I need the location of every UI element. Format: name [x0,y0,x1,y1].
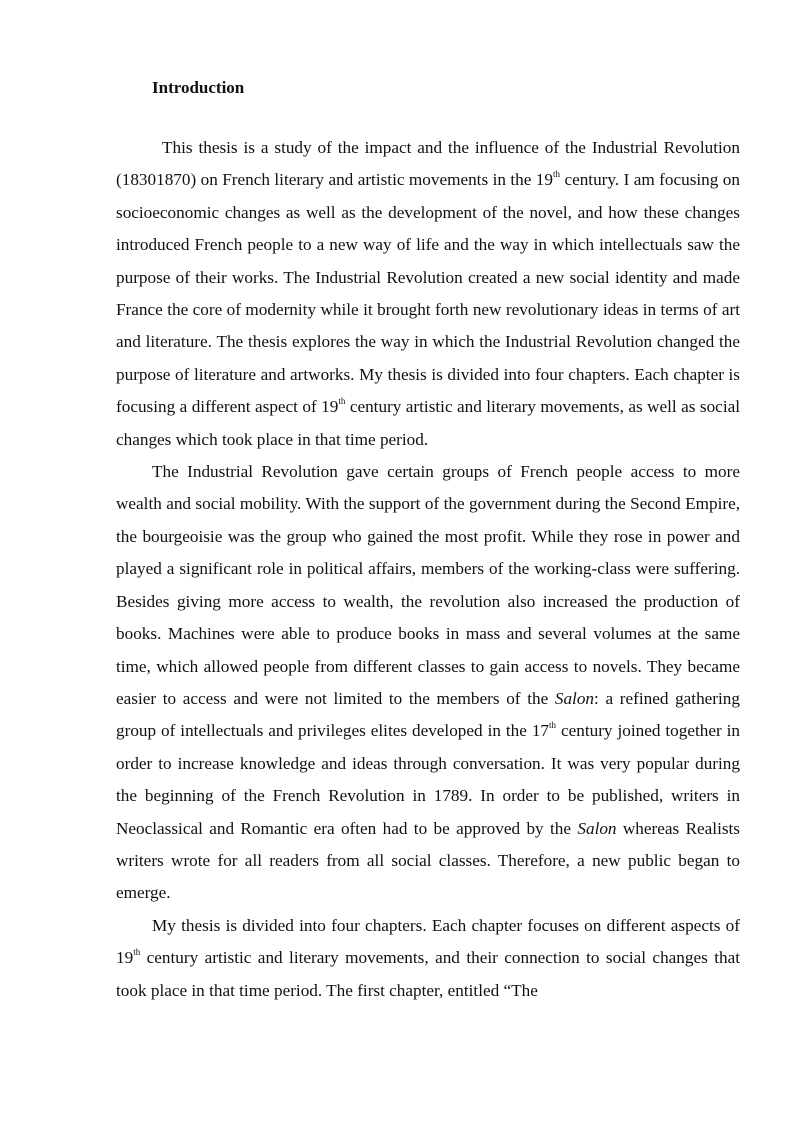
paragraph-2-text: century joined together in order to increase knowledge and ideas through conversation. It was very popular during the beginning of the French Revolution in 1789. In order to be published, writers in Neoclassical and Romantic era often had to be approved by the [116,721,740,838]
paragraph-3-text: My thesis is divided into four chapters. Each chapter focuses on different aspects of 19 [116,915,740,968]
ordinal-superscript: th [338,396,346,407]
italic-term-salon: Salon [577,818,617,838]
paragraph-2-text: The Industrial Revolution gave certain groups of French people access to more wealth and social mobility. With the support of the government during the Second Empire, the bourgeoisie was the group who gained the most profit. While they rose in power and played a significant role in political affairs, members of the working-class were suffering. Besides giving more access to wealth, the revolution also increased the production of books. Machines were able to produce books in mass and several volumes at the same time, which allowed people from different classes to gain access to novels. They became easier to access and were not limited to the members of the [116,462,740,708]
section-heading: Introduction [152,78,245,97]
paragraph-3 [116,910,740,1007]
paragraph-3-text: century artistic and literary movements, and their connection to social changes that took place in that time period. The first chapter, entitled “The [116,948,740,1000]
ordinal-superscript: th [133,947,141,958]
paragraph-1-text: century. I am focusing on socioeconomic changes as well as the development of the novel, and how these changes introduced French people to a new way of life and the way in which intellectuals saw the purpose of their works. The Industrial Revolution created a new social identity and made France the core of modernity while it brought forth new revolutionary ideas in terms of art and literature. The thesis explores the way in which the Industrial Revolution changed the purpose of literature and artworks. My thesis is divided into four chapters. Each chapter is focusing a different aspect of 19 [116,170,740,417]
ordinal-superscript: th [553,169,561,180]
paragraph-2-text: : a refined gathering group of intellectuals and privileges elites developed in the 17 [116,688,740,741]
italic-term-salon: Salon [554,688,595,708]
ordinal-superscript: th [549,720,557,731]
paragraph-2 [116,456,740,910]
document-page [116,76,740,1007]
paragraph-1-text: This thesis is a study of the impact and the influence of the Industrial Revolution (18301870) on French literary and artistic movements in the 19 [116,138,740,190]
paragraph-2-text: whereas Realists writers wrote for all readers from all social classes. Therefore, a new public began to emerge. [116,818,740,903]
paragraph-1 [116,132,740,456]
paragraph-1-text: century artistic and literary movements, as well as social changes which took place in that time period. [116,397,740,449]
